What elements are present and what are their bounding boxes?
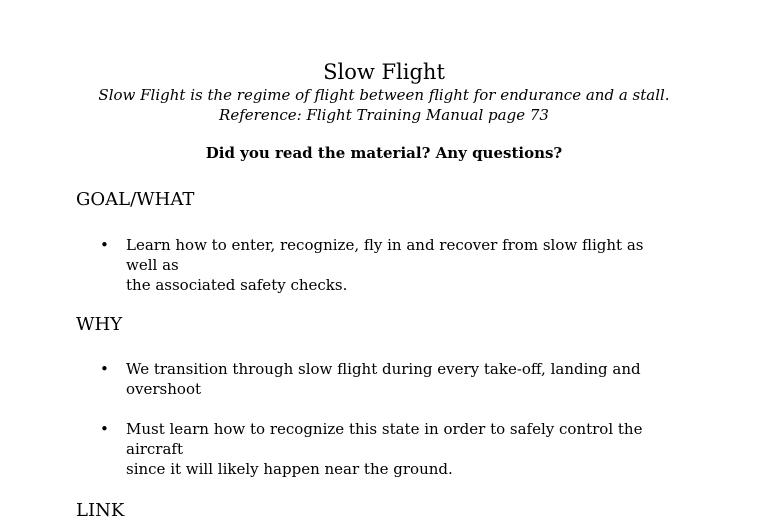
list-item-line: overshoot — [126, 380, 201, 398]
subtitle-reference: Reference: Flight Training Manual page 73 — [219, 106, 549, 124]
subtitle-definition: Slow Flight is the regime of flight between flight for endurance and a stall. — [98, 86, 670, 104]
page-title: Slow Flight — [323, 60, 445, 84]
list-item-line: the associated safety checks. — [126, 276, 348, 294]
section-heading-link: LINK — [76, 500, 125, 521]
list-item-line: since it will likely happen near the ground. — [126, 460, 453, 478]
bullet-icon: • — [100, 360, 109, 378]
list-item-text — [126, 419, 676, 479]
list-item-line: We transition through slow flight during every take-off, landing and — [126, 360, 641, 378]
review-question: Did you read the material? Any questions? — [205, 144, 563, 162]
section-heading-goal: GOAL/WHAT — [76, 189, 195, 210]
list-item-text — [126, 235, 676, 295]
list-item-line: Learn how to enter, recognize, fly in and recover from slow flight as well as — [126, 236, 644, 274]
bullet-icon: • — [100, 236, 109, 254]
bullet-icon: • — [100, 420, 109, 438]
section-heading-why: WHY — [76, 314, 123, 335]
list-item-text — [126, 359, 676, 399]
list-item-line: Must learn how to recognize this state in order to safely control the aircraft — [126, 420, 643, 458]
